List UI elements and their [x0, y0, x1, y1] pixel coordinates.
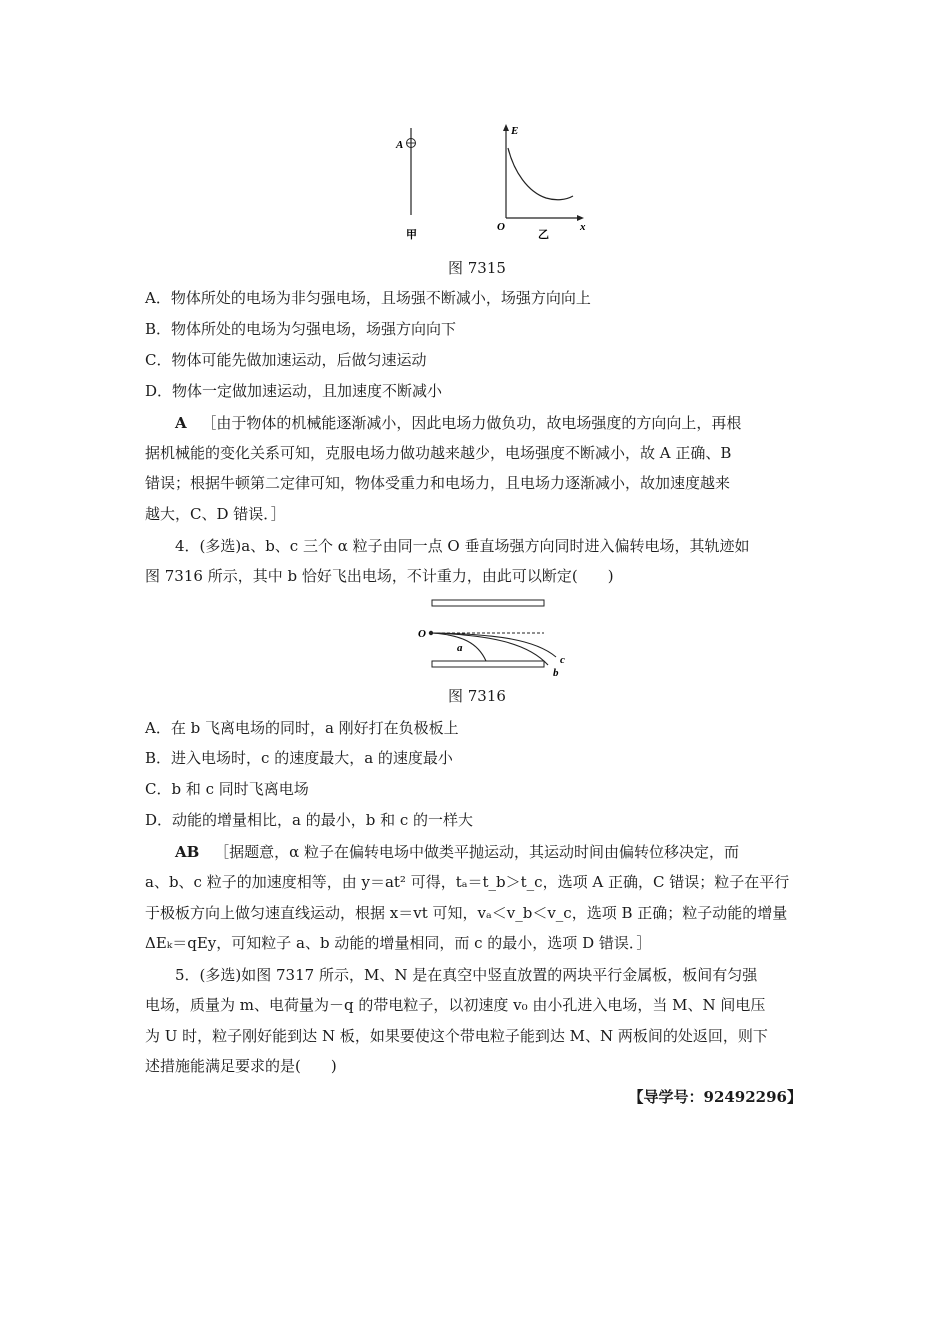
q3-answer-key: A — [175, 414, 187, 432]
q3-answer-text-1: ［由于物体的机械能逐渐减小，因此电场力做负功，故电场强度的方向向上，再根 — [201, 414, 742, 432]
q4-answer-line-1 — [175, 842, 739, 862]
lower-plate — [432, 661, 544, 667]
label-c: c — [560, 654, 565, 666]
label-jia: 甲 — [406, 229, 417, 241]
figure-7315 — [380, 120, 600, 245]
q4-answer-key: AB — [175, 843, 200, 861]
q4-answer-line-2: a、b、c 粒子的加速度相等，由 y＝at² 可得，tₐ＝t_b＞t_c，选项 A 正确，C 错误；粒子在平行 — [145, 873, 790, 891]
q3-answer-line-3: 错误；根据牛顿第二定律可知，物体受重力和电场力，且电场力逐渐减小，故加速度越来 — [145, 474, 731, 492]
q3-option-a: A．物体所处的电场为非匀强电场，且场强不断减小，场强方向向上 — [145, 289, 591, 307]
q5-stem-line-1: 5．(多选)如图 7317 所示，M、N 是在真空中竖直放置的两块平行金属板，板间有匀强 — [175, 966, 758, 984]
q5-reference-number: 【导学号：92492296】 — [628, 1088, 802, 1106]
q3-answer-line-4: 越大，C、D 错误．］ — [145, 505, 286, 523]
q3-option-c: C．物体可能先做加速运动，后做匀速运动 — [145, 351, 427, 369]
trajectory-c — [432, 633, 556, 657]
q4-option-a: A．在 b 飞离电场的同时，a 刚好打在负极板上 — [145, 719, 459, 737]
q5-stem-line-4: 述措施能满足要求的是( ) — [145, 1057, 337, 1075]
label-O: O — [418, 628, 426, 640]
q4-option-b: B．进入电场时，c 的速度最大，a 的速度最小 — [145, 749, 453, 767]
upper-plate — [432, 600, 544, 606]
q3-answer-line-2: 据机械能的变化关系可知，克服电场力做功越来越少，电场强度不断减小，故 A 正确、B — [145, 444, 732, 462]
q4-option-c: C．b 和 c 同时飞离电场 — [145, 780, 309, 798]
label-b: b — [553, 667, 559, 679]
figure-7316-caption: 图 7316 — [448, 687, 506, 705]
q5-stem-line-3: 为 U 时，粒子刚好能到达 N 板，如果要使这个带电粒子能到达 M、N 两板间的处返回，则下 — [145, 1027, 768, 1045]
trajectory-b — [432, 633, 548, 665]
e-x-curve — [508, 148, 573, 200]
q3-answer-line-1 — [175, 413, 741, 433]
label-E: E — [511, 125, 519, 137]
q4-answer-line-4: ΔEₖ＝qEy，可知粒子 a、b 动能的增量相同，而 c 的最小，选项 D 错误．］ — [145, 934, 652, 952]
q4-answer-line-3: 于极板方向上做匀速直线运动，根据 x＝vt 可知，vₐ＜v_b＜v_c，选项 B 正确；粒子动能的增量 — [145, 904, 788, 922]
q4-option-d: D．动能的增量相比，a 的最小，b 和 c 的一样大 — [145, 811, 474, 829]
q4-stem-line-1: 4．(多选)a、b、c 三个 α 粒子由同一点 O 垂直场强方向同时进入偏转电场，其轨迹如 — [175, 537, 750, 555]
figure-yi — [497, 124, 586, 241]
label-x: x — [580, 221, 586, 233]
label-yi: 乙 — [538, 229, 549, 241]
label-a: a — [457, 642, 463, 654]
q3-option-d: D．物体一定做加速运动，且加速度不断减小 — [145, 382, 443, 400]
figure-jia — [395, 128, 417, 241]
q4-answer-text-1: ［据题意，α 粒子在偏转电场中做类平抛运动，其运动时间由偏转位移决定，而 — [214, 843, 740, 861]
figure-7316 — [410, 595, 590, 680]
q3-option-b: B．物体所处的电场为匀强电场，场强方向向下 — [145, 320, 457, 338]
q5-stem-line-2: 电场，质量为 m、电荷量为－q 的带电粒子，以初速度 v₀ 由小孔进入电场，当 M、N 间电压 — [145, 996, 766, 1014]
label-O: O — [497, 221, 505, 233]
q4-stem-line-2: 图 7316 所示，其中 b 恰好飞出电场，不计重力，由此可以断定( ) — [145, 567, 614, 585]
label-A: A — [396, 139, 404, 151]
figure-7315-caption: 图 7315 — [448, 259, 506, 277]
